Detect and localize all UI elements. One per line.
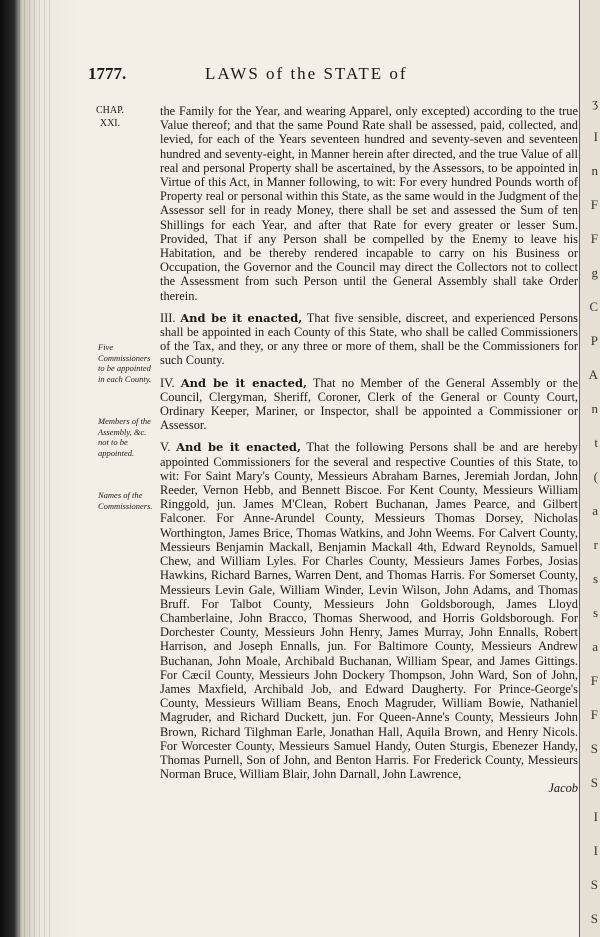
section-4-enacting-clause: And be it enacted, bbox=[180, 375, 307, 390]
facing-page-glyph: S bbox=[590, 911, 598, 926]
margin-note-members: Members of the Assembly, &c. not to be appointed. bbox=[98, 416, 151, 458]
facing-page-glyph: A bbox=[588, 367, 598, 382]
margin-note-names: Names of the Commissioners. bbox=[98, 490, 153, 511]
facing-page-glyph: I bbox=[593, 809, 598, 824]
facing-page-glyph: S bbox=[590, 741, 598, 756]
running-title: LAWS of the STATE of bbox=[205, 64, 408, 83]
section-5-number: V. bbox=[160, 440, 171, 455]
facing-page-glyph: g bbox=[591, 265, 598, 280]
adjacent-page-edge bbox=[579, 0, 600, 937]
chapter-word: CHAP. bbox=[95, 105, 125, 116]
section-5 bbox=[160, 440, 578, 781]
section-3-enacting-clause: And be it enacted, bbox=[180, 310, 303, 325]
facing-page-glyph: ʒ bbox=[592, 95, 598, 110]
section-3 bbox=[160, 311, 578, 368]
catchword: Jacob bbox=[548, 781, 578, 796]
page-year: 1777. bbox=[88, 64, 127, 83]
facing-page-glyph: r bbox=[593, 537, 598, 552]
facing-page-glyph: F bbox=[590, 231, 598, 246]
facing-page-glyph: F bbox=[590, 673, 598, 688]
facing-page-glyph: S bbox=[590, 775, 598, 790]
binding-texture bbox=[14, 0, 54, 937]
document-page bbox=[88, 60, 578, 796]
facing-page-glyph: S bbox=[590, 877, 598, 892]
facing-page-glyph: ( bbox=[593, 469, 598, 484]
body-text bbox=[160, 104, 578, 796]
facing-page-glyph: I bbox=[593, 843, 598, 858]
facing-page-glyph: n bbox=[591, 401, 598, 416]
facing-page-glyph: t bbox=[594, 435, 598, 450]
section-5-enacting-clause: And be it enacted, bbox=[176, 440, 301, 455]
section-4-number: IV. bbox=[160, 375, 175, 390]
facing-page-glyph: s bbox=[592, 605, 598, 620]
facing-page-glyph: a bbox=[592, 639, 598, 654]
margin-note-commissioners: Five Commissioners to be appointed in each County. bbox=[98, 342, 152, 384]
section-4 bbox=[160, 376, 578, 433]
facing-page-glyph: s bbox=[592, 571, 598, 586]
facing-page-glyph: n bbox=[591, 163, 598, 178]
section-5-text: That the following Persons shall be and are hereby appointed Commissioners for the several and respective Counties of this State, to wit: For Saint Mary's County, Messieurs Abraham Barnes, Jeremiah Jordan, John Reeder, Vernon Hebb, and Bennett Biscoe. For Kent County, Messieurs William Ringgold, jun. James M'Clean, Robert Buchanan, James Pearce, and Gilbert Falconer. For Anne-Arundel County, Messieurs Thomas Dorsey, Nicholas Worthington, James Brice, Thomas Watkins, and John Weems. For Calvert County, Messieurs Benjamin Mackall, Benjamin Mackall 4th, Edward Reynolds, Samuel Chew, and William Lyles. For Charles County, Messieurs James Forbes, Josias Hawkins, Richard Barnes, Warren Dent, and Thomas Harris. For Somerset County, Messieurs Levin Gale, William Winder, Levin Wilson, John Adams, and Thomas Bruff. For Talbot County, Messieurs John Goldsborough, James Lloyd Chamberlaine, John Bracco, Thomas Sherwood, and Horris Goldsborough. For Dorchester County, Messieurs John Henry, James Murray, John Ennalls, Robert Harrison, and Joseph Ennalls, jun. For Baltimore County, Messieurs Andrew Buchanan, John Moale, Archibald Buchanan, William Spear, and James Gittings. For Cæcil County, Messieurs John Dockery Thompson, John Ward, Son of John, James Maxfield, Archibald Job, and Edward Daugherty. For Prince-George's County, Messieurs William Beans, Enoch Magruder, William Bowie, Nathaniel Magruder, and Richard Duckett, jun. For Queen-Anne's County, Messieurs John Brown, Richard Tilghman Earle, Jonathan Hall, Aquila Brown, and Henry Nicols. For Worcester County, Messieurs Samuel Handy, Outen Sturgis, Ebenezer Handy, Thomas Purnell, Son of John, and Benton Harris. For Frederick County, Messieurs Norman Bruce, William Blair, John Darnall, John Lawrence, bbox=[160, 440, 578, 782]
section-4-text: That no Member of the General Assembly or the Council, Clergyman, Sheriff, Coroner, Clerk of the General or County Court, Ordinary Keeper, Mariner, or Inspector, shall be appointed a Commissioner or Assessor. bbox=[160, 375, 578, 433]
facing-page-glyph: a bbox=[592, 503, 598, 518]
facing-page-glyph: F bbox=[590, 197, 598, 212]
page-header bbox=[88, 60, 578, 86]
section-3-number: III. bbox=[160, 310, 176, 325]
chapter-label bbox=[88, 104, 132, 130]
paragraph-continuation: the Family for the Year, and wearing Apparel, only excepted) according to the true Value thereof; and that the same Pound Rate shall be assessed, paid, collected, and levied, for each of the Years seventeen hundred and seventy-seven and seventeen hundred and seventy-eight, in Manner herein after directed, and the true Value of all real and personal Property shall be ascertained, by the Assessors, to be appointed in Virtue of this Act, in Manner following, to wit: For every hundred Pounds worth of Property real or personal within this State, as the same would in the Judgment of the Assessor sell for in ready Money, there shall be set and assessed the Sum of ten Shillings for each Year, and after that Rate for every greater or lesser Sum. Provided, That if any Person shall be compelled by the Enemy to leave his Habitation, and be thereby rendered incapable to carry on his Business or Occupation, the Governor and the Council may direct the Collectors not to collect the Assessment from such Person until the General Assembly shall take Order therein. bbox=[160, 104, 578, 303]
chapter-number: XXI. bbox=[99, 118, 121, 129]
facing-page-glyph: C bbox=[589, 299, 598, 314]
section-3-text: That five sensible, discreet, and experienced Persons shall be appointed in each County of this State, who shall be called Commissioners of the Tax, and they, or any three or more of them, shall be the Commissioners for such County. bbox=[160, 310, 578, 368]
facing-page-glyph: F bbox=[590, 707, 598, 722]
facing-page-glyph: I bbox=[593, 129, 598, 144]
facing-page-glyph: P bbox=[590, 333, 598, 348]
